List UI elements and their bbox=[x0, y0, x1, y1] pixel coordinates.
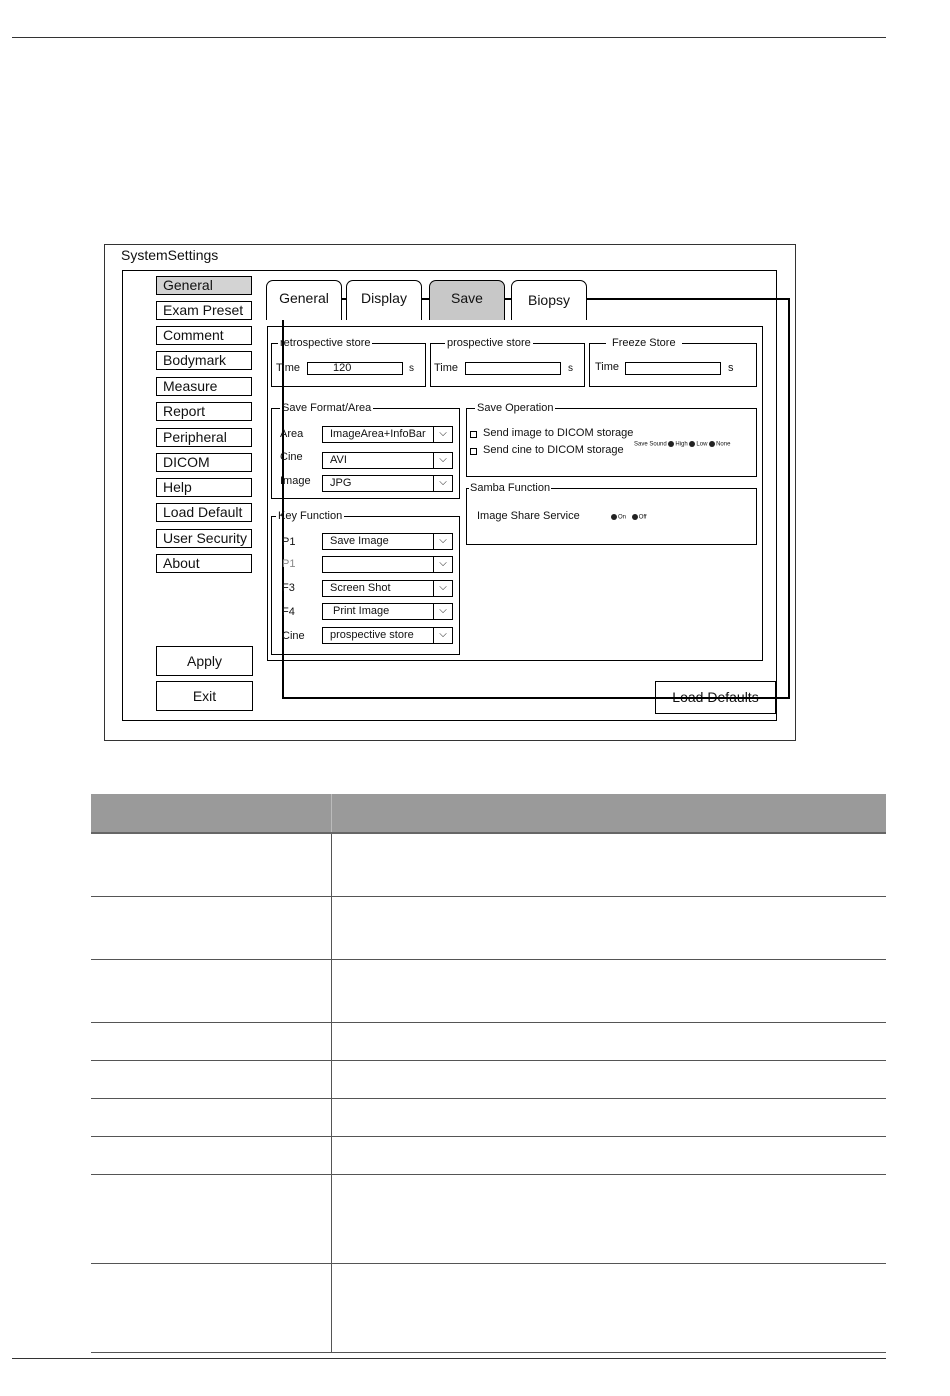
table-cell bbox=[332, 896, 887, 959]
chevron-down-icon: ⌵ bbox=[433, 628, 452, 643]
nav-dicom[interactable]: DICOM bbox=[156, 453, 252, 472]
area-label: Area bbox=[280, 428, 304, 440]
opt-on: On bbox=[618, 514, 627, 521]
send-cine-label: Send cine to DICOM storage bbox=[483, 444, 624, 456]
key-f3-value: Screen Shot bbox=[330, 582, 391, 594]
prosp-time-label: Time bbox=[434, 362, 459, 374]
table-cell bbox=[91, 1263, 332, 1352]
tab-save[interactable]: Save bbox=[429, 280, 505, 320]
key-f4-select[interactable] bbox=[322, 603, 453, 620]
table-cell bbox=[332, 959, 887, 1022]
save-format-legend: Save Format/Area bbox=[282, 402, 372, 414]
dialog-title: SystemSettings bbox=[121, 247, 219, 263]
table-cell bbox=[91, 1060, 332, 1098]
load-defaults-button[interactable]: Load Defaults bbox=[655, 681, 776, 714]
chevron-down-icon: ⌵ bbox=[433, 476, 452, 491]
table-row bbox=[91, 1174, 886, 1263]
table-row bbox=[91, 959, 886, 1022]
radio-off-icon[interactable] bbox=[632, 514, 638, 520]
table-cell bbox=[91, 896, 332, 959]
retro-time-label: Time bbox=[276, 362, 301, 374]
image-share-options bbox=[611, 514, 647, 521]
table-cell bbox=[91, 1174, 332, 1263]
chevron-down-icon: ⌵ bbox=[433, 604, 452, 619]
opt-off: Off bbox=[638, 514, 647, 521]
key-p1b-select[interactable] bbox=[322, 556, 453, 573]
samba-function-legend: Samba Function bbox=[470, 482, 551, 494]
save-operation-legend: Save Operation bbox=[477, 402, 554, 414]
freeze-unit: s bbox=[728, 362, 734, 374]
image-label: Image bbox=[280, 475, 311, 487]
table-row bbox=[91, 1060, 886, 1098]
table-cell bbox=[332, 833, 887, 896]
cine-select[interactable] bbox=[322, 452, 453, 469]
nav-general[interactable]: General bbox=[156, 276, 252, 295]
nav-peripheral[interactable]: Peripheral bbox=[156, 428, 252, 447]
table-row bbox=[91, 1263, 886, 1352]
table-cell bbox=[91, 1022, 332, 1060]
table-cell bbox=[91, 833, 332, 896]
table-row bbox=[91, 1136, 886, 1174]
key-function-legend: Key Function bbox=[278, 510, 343, 522]
exit-button[interactable]: Exit bbox=[156, 681, 253, 711]
chevron-down-icon: ⌵ bbox=[433, 453, 452, 468]
top-rule bbox=[12, 37, 886, 38]
freeze-time-input[interactable] bbox=[625, 362, 721, 375]
table-row bbox=[91, 1022, 886, 1060]
table-cell bbox=[332, 1136, 887, 1174]
cine-value: AVI bbox=[330, 454, 347, 466]
nav-exam-preset[interactable]: Exam Preset bbox=[156, 301, 252, 320]
system-settings-dialog bbox=[104, 244, 796, 741]
freeze-time-label: Time bbox=[595, 361, 620, 373]
prosp-time-input[interactable] bbox=[465, 362, 561, 375]
key-f4-value: Print Image bbox=[333, 605, 390, 617]
nav-comment[interactable]: Comment bbox=[156, 326, 252, 345]
cine-label: Cine bbox=[280, 451, 303, 463]
table-row bbox=[91, 1098, 886, 1136]
retro-unit: s bbox=[409, 363, 414, 374]
save-operation-group bbox=[466, 402, 757, 477]
key-cine-select[interactable] bbox=[322, 627, 453, 644]
table-row bbox=[91, 896, 886, 959]
radio-none-icon[interactable] bbox=[709, 441, 715, 447]
key-p1b-label: P1 bbox=[282, 558, 296, 570]
chevron-down-icon: ⌵ bbox=[433, 557, 452, 572]
freeze-store-legend: Freeze Store bbox=[612, 337, 676, 349]
chevron-down-icon: ⌵ bbox=[433, 581, 452, 596]
save-sound-label: Save Sound bbox=[634, 441, 667, 448]
table-row bbox=[91, 833, 886, 896]
prospective-store-legend: prospective store bbox=[447, 337, 531, 349]
area-select[interactable] bbox=[322, 426, 453, 443]
tab-general[interactable]: General bbox=[266, 280, 342, 320]
save-sound-options bbox=[634, 441, 730, 448]
key-f3-select[interactable] bbox=[322, 580, 453, 597]
opt-low: Low bbox=[696, 441, 708, 448]
retrospective-store-legend: retrospective store bbox=[280, 337, 371, 349]
area-value: ImageArea+InfoBar bbox=[330, 428, 426, 440]
tab-display[interactable]: Display bbox=[346, 280, 422, 320]
nav-measure[interactable]: Measure bbox=[156, 377, 252, 396]
apply-button[interactable]: Apply bbox=[156, 646, 253, 676]
radio-low-icon[interactable] bbox=[689, 441, 695, 447]
table-cell bbox=[332, 1022, 887, 1060]
nav-report[interactable]: Report bbox=[156, 402, 252, 421]
send-image-label: Send image to DICOM storage bbox=[483, 427, 634, 439]
tab-biopsy[interactable]: Biopsy bbox=[511, 280, 587, 320]
key-cine-label: Cine bbox=[282, 630, 305, 642]
table-cell bbox=[91, 1136, 332, 1174]
table-header-cell-2 bbox=[332, 794, 887, 833]
nav-about[interactable]: About bbox=[156, 554, 252, 573]
send-cine-checkbox[interactable] bbox=[470, 448, 477, 455]
nav-bodymark[interactable]: Bodymark bbox=[156, 351, 252, 370]
nav-user-security[interactable]: User Security bbox=[156, 529, 252, 548]
key-p1-select[interactable] bbox=[322, 533, 453, 550]
radio-high-icon[interactable] bbox=[668, 441, 674, 447]
send-image-checkbox[interactable] bbox=[470, 431, 477, 438]
table-cell bbox=[332, 1263, 887, 1352]
table-cell bbox=[332, 1098, 887, 1136]
image-share-label: Image Share Service bbox=[477, 510, 580, 522]
table-cell bbox=[332, 1060, 887, 1098]
radio-on-icon[interactable] bbox=[611, 514, 617, 520]
table-cell bbox=[91, 959, 332, 1022]
key-cine-value: prospective store bbox=[330, 629, 414, 641]
opt-none: None bbox=[716, 441, 731, 448]
retro-time-input[interactable]: 120 bbox=[307, 362, 403, 375]
bottom-rule bbox=[12, 1358, 886, 1359]
prosp-unit: s bbox=[568, 363, 573, 374]
chevron-down-icon: ⌵ bbox=[433, 534, 452, 549]
key-f3-label: F3 bbox=[282, 582, 295, 594]
image-select[interactable] bbox=[322, 475, 453, 492]
nav-load-default[interactable]: Load Default bbox=[156, 503, 252, 522]
settings-description-table bbox=[91, 794, 886, 1353]
key-f4-label: F4 bbox=[282, 606, 295, 618]
nav-help[interactable]: Help bbox=[156, 478, 252, 497]
save-tab-content bbox=[267, 326, 763, 661]
image-value: JPG bbox=[330, 477, 352, 489]
table-cell bbox=[332, 1174, 887, 1263]
chevron-down-icon: ⌵ bbox=[433, 427, 452, 442]
table-cell bbox=[91, 1098, 332, 1136]
key-p1-label: P1 bbox=[282, 536, 296, 548]
key-p1-value: Save Image bbox=[330, 535, 389, 547]
opt-high: High bbox=[675, 441, 688, 448]
table-header-row bbox=[91, 794, 886, 833]
table-header-cell-1 bbox=[91, 794, 332, 833]
